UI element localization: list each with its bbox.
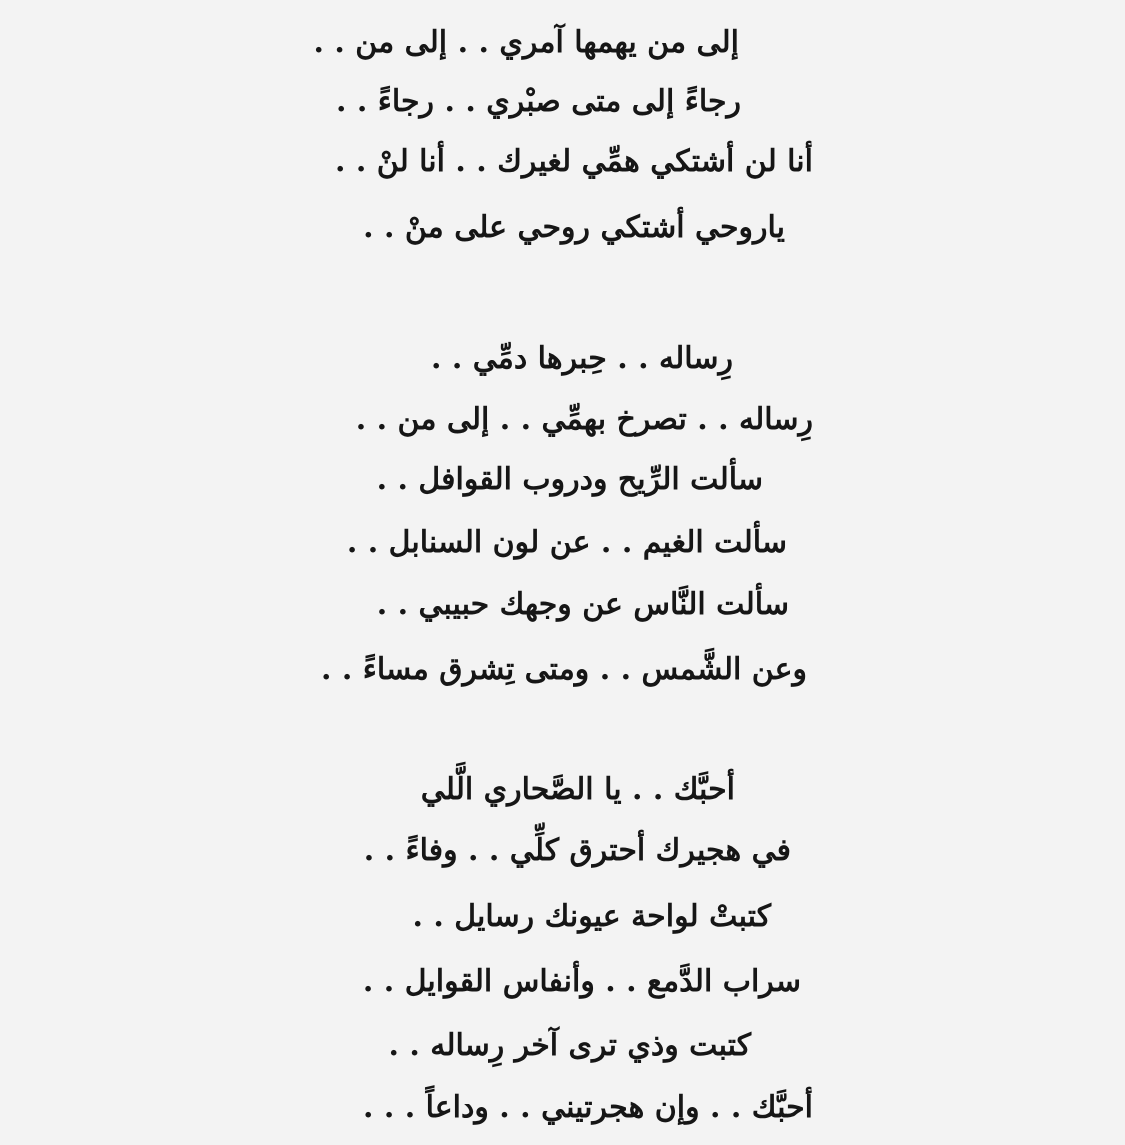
poem-line: كتبت وذي ترى آخر رِساله . . [388,1028,751,1063]
poem-line: ياروحي أشتكي روحي على منْ . . [363,210,785,245]
poem-line: رِساله . . تصرخ بهمِّي . . إلى من . . [355,402,813,437]
poem-line: أنا لن أشتكي همِّي لغيرك . . أنا لنْ . . [334,144,813,179]
poem-line: في هجيرك أحترق كلِّي . . وفاءً . . [363,833,791,868]
poem-line: سألت الرِّيح ودروب القوافل . . [376,462,763,497]
poem-line: وعن الشَّمس . . ومتى تِشرق مساءً . . [320,652,807,687]
poem-line: أحبَّك . . يا الصَّحاري الَّلي [420,772,735,807]
poem-line: أحبَّك . . وإن هجرتيني . . وداعاً . . . [362,1090,813,1125]
poem-line: رِساله . . حِبرها دمِّي . . [431,341,733,376]
poem-line: سراب الدَّمع . . وأنفاس القوايل . . [362,964,801,999]
poem-line: كتبتْ لواحة عيونك رسايل . . [412,899,771,934]
poem-line: رجاءً إلى متى صبْري . . رجاءً . . [335,84,741,119]
poem-line: سألت النَّاس عن وجهك حبيبي . . [376,587,789,622]
poem-line: إلى من يهمها آمري . . إلى من . . [313,25,739,60]
poem-line: سألت الغيم . . عن لون السنابل . . [346,525,787,560]
